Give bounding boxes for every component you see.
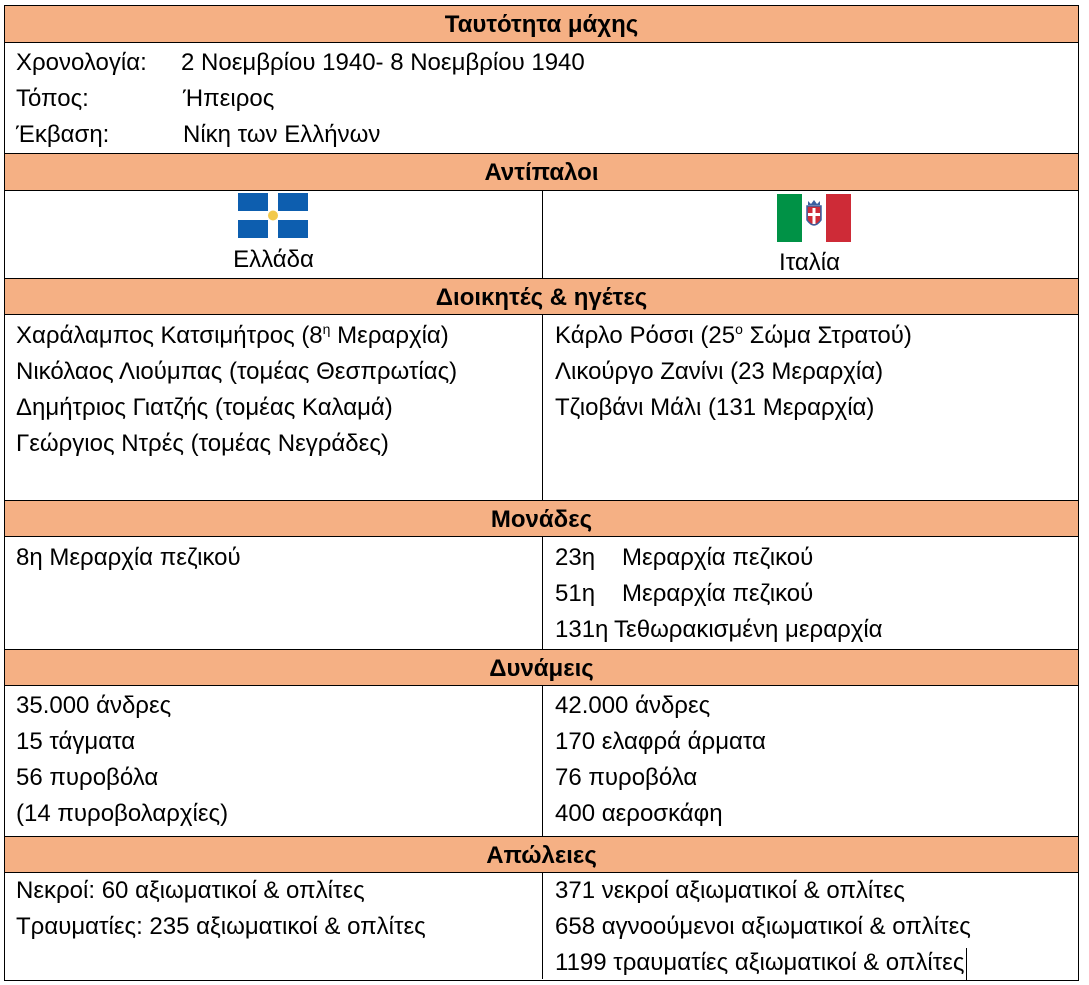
greek-losses-cell [5, 873, 542, 979]
loss-greek-1: Νεκροί: 60 αξιωματικοί & οπλίτες [16, 877, 365, 904]
battle-infobox-table [4, 5, 1079, 981]
column-divider [542, 315, 543, 500]
commander-greek-2: Νικόλαος Λιούμπας (τομέας Θεσπρωτίας) [16, 358, 458, 385]
commander-greek-4: Γεώργιος Ντρές (τομέας Νεγράδες) [16, 430, 389, 457]
identity-cell [5, 43, 1077, 153]
commander-italian-3: Τζιοβάνι Μάλι (131 Μεραρχία) [555, 394, 875, 421]
section-title: Ταυτότητα μάχης [444, 11, 639, 38]
commander-greek-1: Χαράλαμπος Κατσιμήτρος ($8^\eta$ Μεραρχία) [16, 321, 449, 349]
italian-commanders-cell [542, 315, 1077, 500]
section-title: Αντίπαλοι [484, 159, 599, 186]
column-divider [542, 686, 543, 836]
greek-forces-cell [5, 686, 542, 836]
unit-greek-1: 8η Μεραρχία πεζικού [16, 544, 241, 571]
place-value: Ήπειρος [183, 85, 275, 112]
country-name-italy: Ιταλία [779, 249, 840, 276]
force-greek-3: 56 πυροβόλα [16, 764, 159, 791]
italy-flag-icon [777, 194, 851, 242]
force-italian-2: 170 ελαφρά άρματα [555, 728, 766, 755]
greek-commanders-cell [5, 315, 542, 500]
commander-greek-3: Δημήτριος Γιατζής (τομέας Καλαμά) [16, 394, 393, 421]
column-divider [542, 873, 543, 979]
section-title: Διοικητές & ηγέτες [435, 284, 648, 311]
force-italian-3: 76 πυροβόλα [555, 764, 698, 791]
loss-greek-2: Τραυματίες: 235 αξιωματικοί & οπλίτες [16, 913, 426, 940]
greece-flag-icon [238, 193, 308, 238]
section-header-identity [5, 6, 1078, 43]
unit-italian-1-number: 23η [555, 544, 596, 571]
text-cursor [966, 948, 967, 980]
italian-forces-cell [542, 686, 1077, 836]
section-header-opponents [5, 153, 1078, 191]
unit-italian-1-text: Μεραρχία πεζικού [622, 544, 814, 571]
force-greek-4: (14 πυροβολαρχίες) [16, 800, 229, 827]
place-label: Τόπος: [16, 85, 89, 112]
section-header-units [5, 500, 1078, 537]
unit-italian-2-text: Μεραρχία πεζικού [622, 580, 814, 607]
section-title: Απώλειες [486, 842, 597, 869]
force-greek-1: 35.000 άνδρες [16, 692, 172, 719]
unit-italian-2-number: 51η [555, 580, 596, 607]
italian-units-cell [542, 537, 1077, 649]
opponent-greece-cell [5, 191, 542, 278]
outcome-value: Νίκη των Ελλήνων [183, 121, 381, 148]
section-header-commanders [5, 278, 1078, 315]
unit-italian-3-text: Τεθωρακισμένη μεραρχία [614, 616, 883, 643]
force-greek-2: 15 τάγματα [16, 728, 136, 755]
loss-italian-3: 1199 τραυματίες αξιωματικοί & οπλίτες [555, 945, 967, 981]
outcome-label: Έκβαση: [16, 121, 110, 148]
section-header-losses [5, 836, 1078, 873]
loss-italian-2: 658 αγνοούμενοι αξιωματικοί & οπλίτες [555, 913, 971, 940]
force-italian-1: 42.000 άνδρες [555, 692, 711, 719]
date-label: Χρονολογία: [16, 49, 147, 76]
italian-losses-cell [542, 873, 1077, 979]
section-title: Μονάδες [490, 506, 593, 533]
opponent-italy-cell [542, 191, 1077, 278]
column-divider [542, 537, 543, 649]
force-italian-4: 400 αεροσκάφη [555, 800, 723, 827]
section-header-forces [5, 649, 1078, 686]
commander-italian-2: Λικούργο Ζανίνι (23 Μεραρχία) [555, 358, 884, 385]
date-value: 2 Νοεμβρίου 1940- 8 Νοεμβρίου 1940 [181, 49, 585, 76]
commander-italian-1: Κάρλο Ρόσσι ($25^o$ Σώμα Στρατού) [555, 321, 912, 349]
greek-units-cell [5, 537, 542, 649]
country-name-greece: Ελλάδα [233, 246, 314, 273]
column-divider [542, 191, 543, 278]
loss-italian-1: 371 νεκροί αξιωματικοί & οπλίτες [555, 877, 905, 904]
unit-italian-3-number: 131η [555, 616, 609, 643]
section-title: Δυνάμεις [489, 655, 594, 682]
